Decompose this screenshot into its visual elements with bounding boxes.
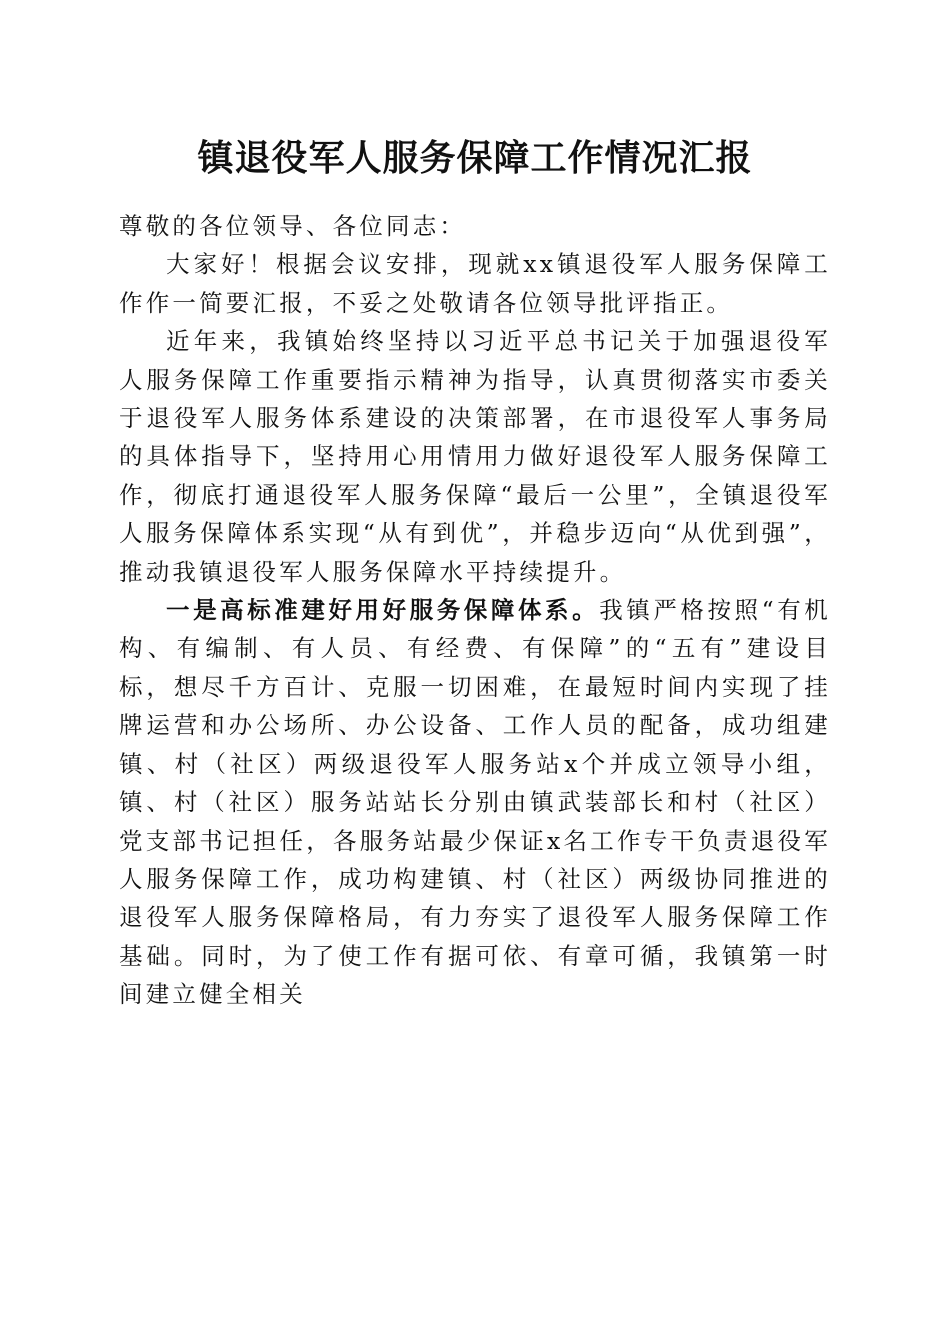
document-body [119,207,831,1014]
document-title: 镇退役军人服务保障工作情况汇报 [197,137,753,179]
paragraph-text: 大家好！根据会议安排，现就xx镇退役军人服务保障工作作一简要汇报，不妥之处敬请各位领导批评指正。 [119,250,831,317]
paragraph-text: 我镇严格按照“有机构、有编制、有人员、有经费、有保障”的“五有”建设目标，想尽千方百计、克服一切困难，在最短时间内实现了挂牌运营和办公场所、办公设备、工作人员的配备，成功组建镇、村（社区）两级退役军人服务站x个并成立领导小组，镇、村（社区）服务站站长分别由镇武装部长和村（社区）党支部书记担任，各服务站最少保证x名工作专干负责退役军人服务保障工作，成功构建镇、村（社区）两级协同推进的退役军人服务保障格局，有力夯实了退役军人服务保障工作基础。同时，为了使工作有据可依、有章可循，我镇第一时间建立健全相关 [119,596,831,1009]
paragraph-overview [119,322,831,591]
paragraph-greeting [119,245,831,322]
paragraph-text: 近年来，我镇始终坚持以习近平总书记关于加强退役军人服务保障工作重要指示精神为指导，认真贯彻落实市委关于退役军人服务体系建设的决策部署，在市退役军人事务局的具体指导下，坚持用心用情用力做好退役军人服务保障工作，彻底打通退役军人服务保障“最后一公里”，全镇退役军人服务保障体系实现“从有到优”，并稳步迈向“从优到强”，推动我镇退役军人服务保障水平持续提升。 [119,327,831,586]
paragraph-point-one [119,591,831,1013]
paragraph-lead: 一是高标准建好用好服务保障体系。 [166,596,600,625]
salutation: 尊敬的各位领导、各位同志： [119,212,467,240]
